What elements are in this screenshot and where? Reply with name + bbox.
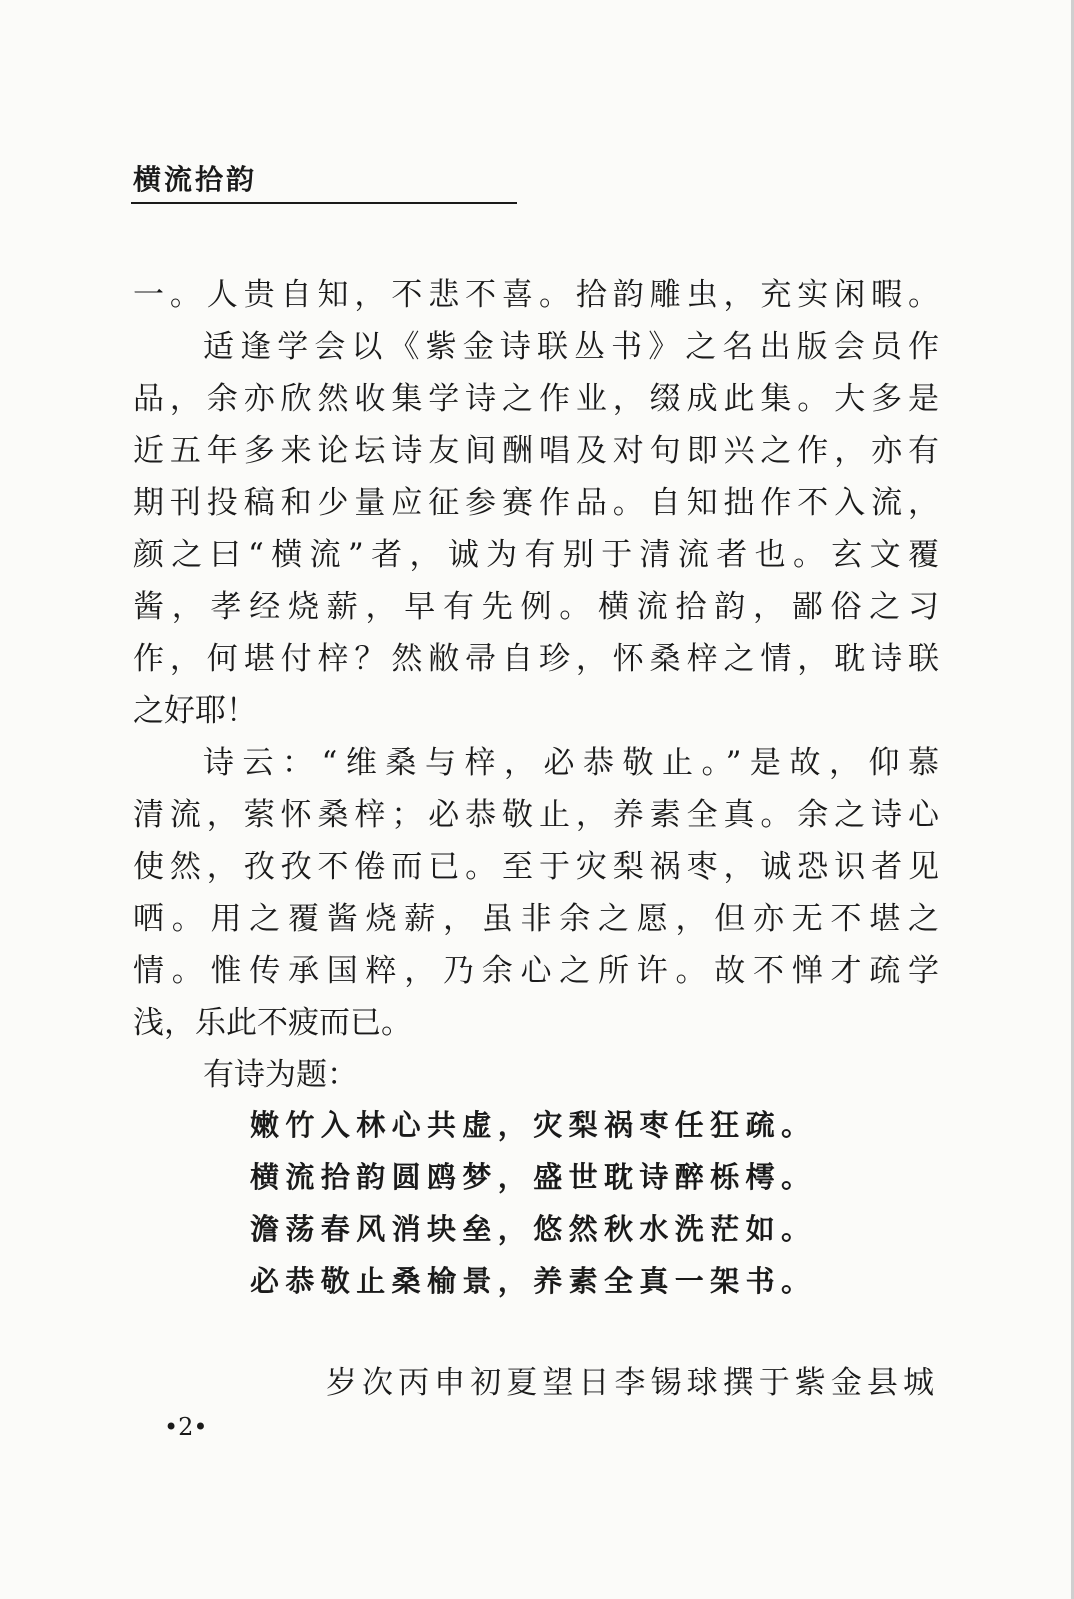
preface-line: 品，余亦欣然收集学诗之作业，缀成此集。大多是	[133, 381, 939, 417]
header-rule	[131, 202, 517, 204]
page-number: •2•	[164, 1413, 208, 1441]
poem-line: 必恭敬止桑榆景，养素全真一架书。	[250, 1264, 810, 1298]
preface-line: 作，何堪付梓？然敝帚自珍，怀桑梓之情，耽诗联	[133, 641, 939, 677]
preface-line: 情。惟传承国粹，乃余心之所许。故不惮才疏学	[133, 953, 939, 989]
preface-line: 近五年多来论坛诗友间酬唱及对句即兴之作，亦有	[133, 433, 939, 469]
preface-line: 适逢学会以《紫金诗联丛书》之名出版会员作	[203, 329, 939, 365]
poem-intro: 有诗为题：	[203, 1057, 358, 1093]
preface-line: 使然，孜孜不倦而已。至于灾梨祸枣，诚恐识者见	[133, 849, 939, 885]
preface-line: 浅，乐此不疲而已。	[133, 1005, 412, 1041]
poem-line: 澹荡春风消块垒，悠然秋水洗茫如。	[250, 1212, 810, 1246]
author-signature: 岁次丙申初夏望日李锡球撰于紫金县城	[326, 1365, 934, 1401]
preface-line: 诗云：“维桑与梓，必恭敬止。”是故，仰慕	[203, 745, 939, 781]
preface-line: 之好耶！	[133, 693, 257, 729]
preface-line: 酱，孝经烧薪，早有先例。横流拾韵，鄙俗之习	[133, 589, 939, 625]
poem-line: 横流拾韵圆鸥梦，盛世耽诗醉栎樗。	[250, 1160, 810, 1194]
poem-line: 嫩竹入林心共虚，灾梨祸枣任狂疏。	[250, 1108, 810, 1142]
preface-line: 一。人贵自知，不悲不喜。拾韵雕虫，充实闲暇。	[133, 277, 939, 313]
preface-line: 清流，萦怀桑梓；必恭敬止，养素全真。余之诗心	[133, 797, 939, 833]
preface-line: 期刊投稿和少量应征参赛作品。自知拙作不入流，	[133, 485, 939, 521]
running-header: 横流拾韵	[133, 163, 258, 196]
preface-line: 颜之曰“横流”者，诚为有别于清流者也。玄文覆	[133, 537, 939, 573]
preface-line: 哂。用之覆酱烧薪，虽非余之愿，但亦无不堪之	[133, 901, 939, 937]
